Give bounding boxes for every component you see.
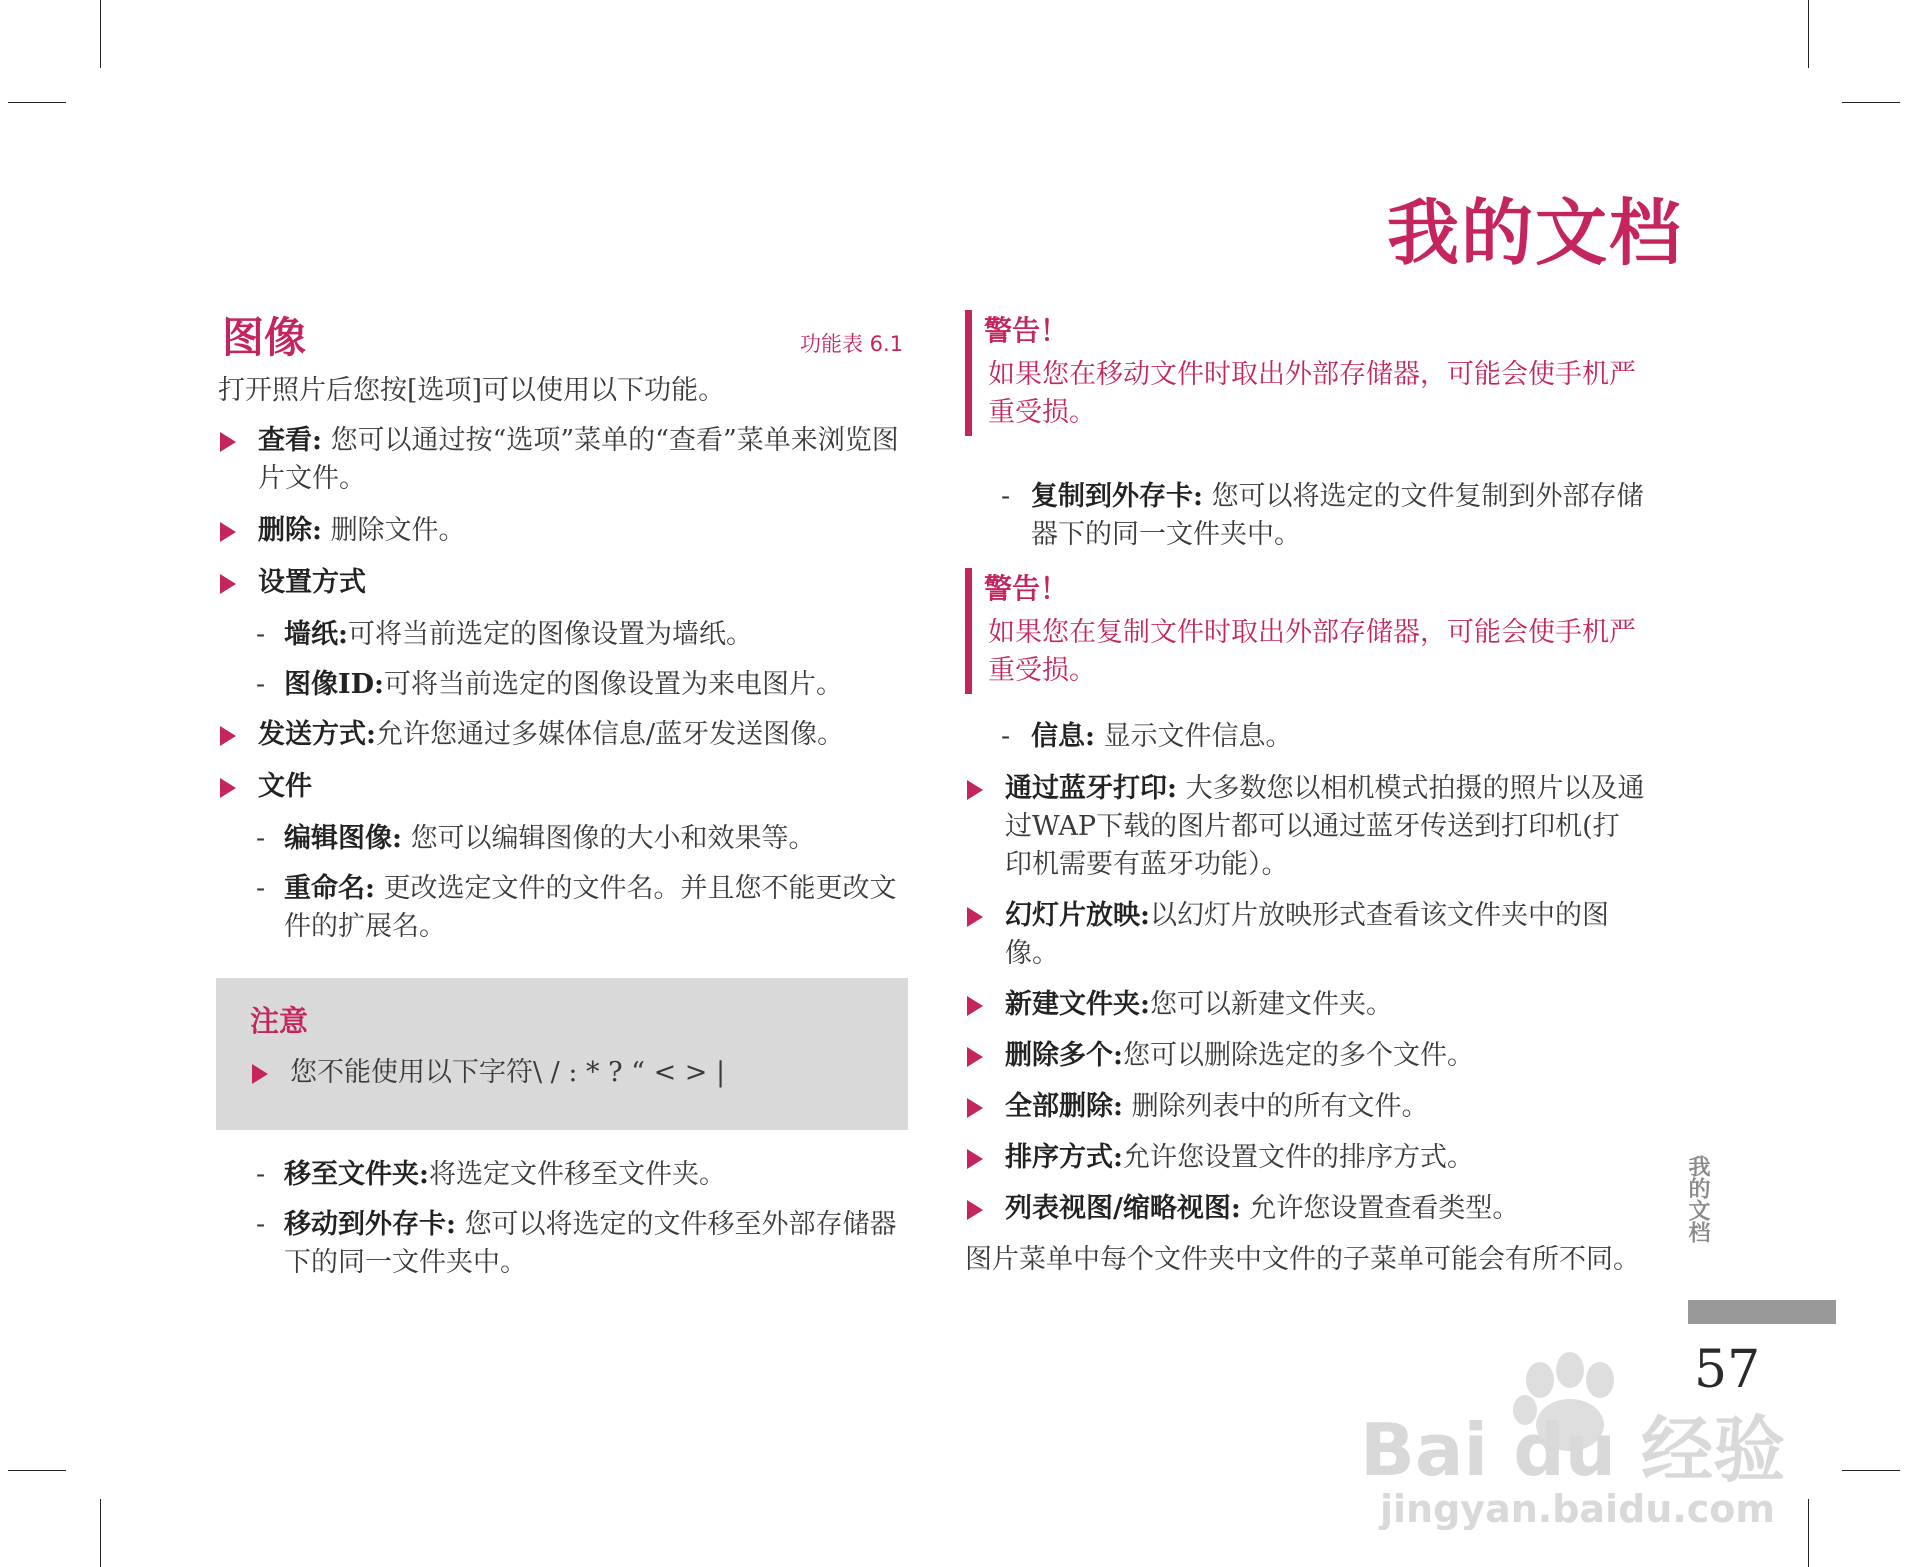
item-text: 允许您设置查看类型。 bbox=[1249, 1193, 1520, 1224]
sub-item-wallpaper bbox=[218, 616, 908, 654]
list-item-delete-multiple bbox=[965, 1037, 1645, 1075]
section-reference: 功能表 6.1 bbox=[800, 332, 904, 356]
item-label: 新建文件夹: bbox=[1005, 989, 1150, 1020]
item-label: 查看: bbox=[258, 425, 322, 456]
item-text: 删除文件。 bbox=[330, 515, 466, 546]
warning-title: 警告！ bbox=[984, 314, 1069, 347]
note-text: 您不能使用以下字符\ / : * ? “ < > | bbox=[290, 1057, 726, 1088]
crop-mark bbox=[8, 1470, 66, 1471]
footer-note: 图片菜单中每个文件夹中文件的子菜单可能会有所不同。 bbox=[965, 1244, 1640, 1275]
sub-item-copy-to-card bbox=[965, 478, 1645, 554]
list-item-view bbox=[218, 422, 908, 498]
item-text: 允许您通过多媒体信息/蓝牙发送图像。 bbox=[375, 719, 845, 750]
item-label: 重命名: bbox=[284, 873, 375, 904]
note-title: 注意 bbox=[250, 1004, 309, 1038]
list-item-delete-all bbox=[965, 1088, 1645, 1126]
sub-item-move-to-folder bbox=[218, 1156, 908, 1194]
crop-mark bbox=[1842, 1470, 1900, 1471]
warning-title: 警告！ bbox=[984, 572, 1069, 605]
warning-text: 如果您在移动文件时取出外部存储器，可能会使手机严重受损。 bbox=[988, 359, 1636, 428]
bullet-triangle-icon bbox=[967, 1098, 983, 1118]
bullet-triangle-icon bbox=[220, 432, 236, 452]
right-column bbox=[965, 310, 1645, 1291]
sub-item-image-id bbox=[218, 666, 908, 704]
item-text: 显示文件信息。 bbox=[1103, 721, 1293, 752]
item-label: 墙纸: bbox=[284, 619, 348, 650]
dash-marker: - bbox=[256, 669, 266, 700]
dash-marker: - bbox=[1001, 481, 1011, 512]
list-item-bt-print bbox=[965, 770, 1645, 884]
item-label: 排序方式: bbox=[1005, 1142, 1123, 1173]
bullet-triangle-icon bbox=[967, 780, 983, 800]
crop-mark bbox=[1808, 0, 1809, 68]
item-text: 将选定文件移至文件夹。 bbox=[428, 1159, 726, 1190]
item-label: 文件 bbox=[258, 771, 312, 802]
list-item-send-via bbox=[218, 716, 908, 754]
bullet-triangle-icon bbox=[967, 1047, 983, 1067]
item-label: 移至文件夹: bbox=[284, 1159, 429, 1190]
sub-item-rename bbox=[218, 870, 908, 946]
bullet-triangle-icon bbox=[967, 1149, 983, 1169]
bullet-triangle-icon bbox=[220, 522, 236, 542]
bullet-triangle-icon bbox=[252, 1064, 268, 1084]
baidu-watermark-logo bbox=[1355, 1300, 1805, 1530]
watermark-url: jingyan.baidu.com bbox=[1380, 1487, 1775, 1530]
item-text: 更改选定文件的文件名。并且您不能更改文件的扩展名。 bbox=[284, 873, 897, 942]
item-text: 您可以删除选定的多个文件。 bbox=[1122, 1040, 1474, 1071]
item-text: 您可以将选定的文件移至外部存储器下的同一文件夹中。 bbox=[284, 1209, 897, 1278]
bullet-triangle-icon bbox=[220, 574, 236, 594]
dash-marker: - bbox=[256, 1209, 266, 1240]
item-text: 您可以通过按“选项”菜单的“查看”菜单来浏览图片文件。 bbox=[258, 425, 899, 494]
item-text: 可将当前选定的图像设置为来电图片。 bbox=[384, 669, 844, 700]
item-text: 可将当前选定的图像设置为墙纸。 bbox=[347, 619, 753, 650]
dash-marker: - bbox=[256, 873, 266, 904]
dash-marker: - bbox=[1001, 721, 1011, 752]
list-item-slideshow bbox=[965, 897, 1645, 973]
list-item-delete bbox=[218, 512, 908, 550]
item-label: 发送方式: bbox=[258, 719, 376, 750]
list-item-new-folder bbox=[965, 986, 1645, 1024]
bullet-triangle-icon bbox=[220, 726, 236, 746]
bullet-triangle-icon bbox=[967, 907, 983, 927]
item-text: 您可以将选定的文件复制到外部存储器下的同一文件夹中。 bbox=[1031, 481, 1644, 550]
item-text: 您可以新建文件夹。 bbox=[1149, 989, 1393, 1020]
item-label: 移动到外存卡: bbox=[284, 1209, 456, 1240]
bullet-triangle-icon bbox=[220, 778, 236, 798]
page-number: 57 bbox=[1694, 1340, 1761, 1400]
item-label: 信息: bbox=[1031, 721, 1095, 752]
item-text: 以幻灯片放映形式查看该文件夹中的图像。 bbox=[1005, 900, 1609, 969]
item-label: 删除多个: bbox=[1005, 1040, 1123, 1071]
sub-item-move-to-card bbox=[218, 1206, 908, 1282]
item-label: 设置方式 bbox=[258, 567, 366, 598]
item-label: 幻灯片放映: bbox=[1005, 900, 1150, 931]
note-box bbox=[216, 978, 908, 1130]
list-item-view-mode bbox=[965, 1190, 1645, 1228]
chapter-title: 我的文档 bbox=[1386, 191, 1683, 275]
sub-item-info bbox=[965, 718, 1645, 756]
crop-mark bbox=[1808, 1499, 1809, 1567]
warning-box-copy bbox=[965, 568, 1645, 694]
left-column bbox=[218, 372, 908, 1294]
item-text: 允许您设置文件的排序方式。 bbox=[1122, 1142, 1474, 1173]
warning-box-move bbox=[965, 310, 1645, 436]
section-intro: 打开照片后您按[选项]可以使用以下功能。 bbox=[218, 375, 726, 406]
item-label: 通过蓝牙打印: bbox=[1005, 773, 1177, 804]
crop-mark bbox=[100, 1499, 101, 1567]
crop-mark bbox=[1842, 102, 1900, 103]
item-label: 列表视图/缩略视图: bbox=[1005, 1193, 1241, 1224]
dash-marker: - bbox=[256, 823, 266, 854]
sub-item-edit-image bbox=[218, 820, 908, 858]
dash-marker: - bbox=[256, 1159, 266, 1190]
item-label: 复制到外存卡: bbox=[1031, 481, 1203, 512]
bullet-triangle-icon bbox=[967, 1200, 983, 1220]
note-item bbox=[250, 1054, 878, 1092]
list-item-file bbox=[218, 768, 908, 806]
item-label: 图像ID: bbox=[284, 669, 385, 700]
item-label: 删除: bbox=[258, 515, 322, 546]
warning-text: 如果您在复制文件时取出外部存储器，可能会使手机严重受损。 bbox=[988, 617, 1636, 686]
watermark-brand: Bai du 经验 bbox=[1360, 1408, 1786, 1492]
section-title: 图像 bbox=[222, 313, 307, 362]
item-text: 删除列表中的所有文件。 bbox=[1131, 1091, 1429, 1122]
item-text: 大多数您以相机模式拍摄的照片以及通过WAP下载的图片都可以通过蓝牙传送到打印机(打印机需要有蓝牙功能）。 bbox=[1005, 773, 1645, 880]
list-item-set-as bbox=[218, 564, 908, 602]
crop-mark bbox=[100, 0, 101, 68]
bullet-triangle-icon bbox=[967, 996, 983, 1016]
crop-mark bbox=[8, 102, 66, 103]
item-text: 您可以编辑图像的大小和效果等。 bbox=[410, 823, 816, 854]
side-tab-label: 我的文档 bbox=[1685, 1155, 1710, 1243]
list-item-sort-by bbox=[965, 1139, 1645, 1177]
dash-marker: - bbox=[256, 619, 266, 650]
item-label: 全部删除: bbox=[1005, 1091, 1123, 1122]
item-label: 编辑图像: bbox=[284, 823, 402, 854]
